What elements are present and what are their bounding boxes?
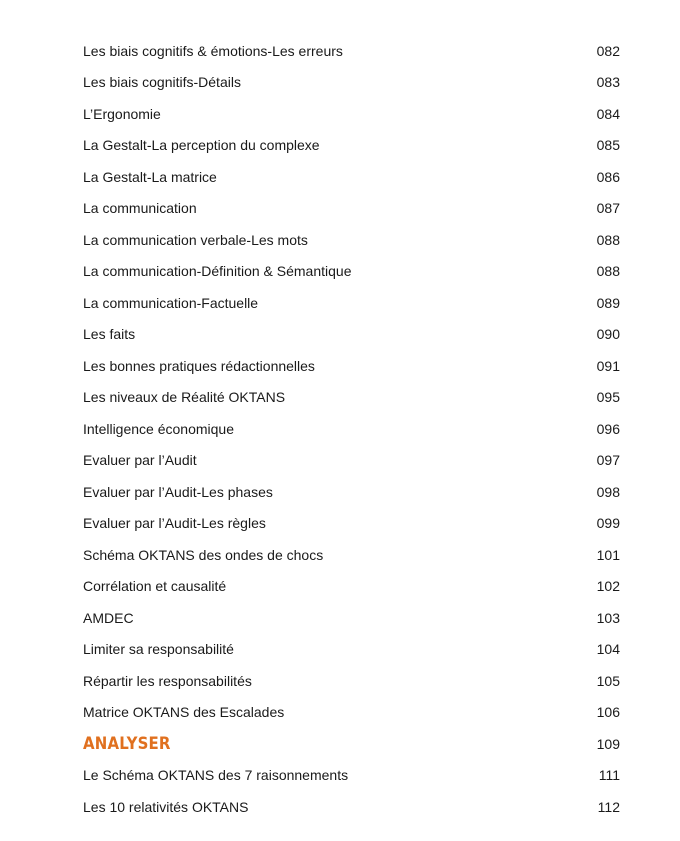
toc-entry[interactable] [83, 413, 620, 445]
toc-entry[interactable] [83, 791, 620, 823]
toc-entry[interactable] [83, 760, 620, 792]
toc-entry-title: AMDEC [83, 609, 134, 626]
toc-entry[interactable] [83, 571, 620, 603]
toc-entry[interactable] [83, 224, 620, 256]
toc-entry[interactable] [83, 445, 620, 477]
toc-entry[interactable] [83, 287, 620, 319]
toc-entry-page: 087 [596, 200, 620, 217]
toc-entry[interactable] [83, 98, 620, 130]
toc-entry-title: Les faits [83, 326, 136, 343]
table-of-contents [83, 35, 620, 823]
toc-entry-page: 097 [596, 452, 620, 469]
toc-entry-title: Les biais cognitifs-Détails [83, 74, 241, 91]
toc-entry-title: La communication-Définition & Sémantique [83, 263, 352, 280]
toc-entry-title: La communication-Factuelle [83, 294, 259, 311]
toc-entry-title: La communication [83, 200, 197, 217]
toc-entry-page: 101 [596, 546, 620, 563]
toc-entry-title: Le Schéma OKTANS des 7 raisonnements [83, 767, 349, 784]
toc-entry-title: L’Ergonomie [83, 105, 161, 122]
toc-entry-page: 084 [596, 105, 620, 122]
toc-entry-title: Evaluer par l’Audit-Les règles [83, 515, 266, 532]
toc-entry-page: 090 [596, 326, 620, 343]
toc-entry[interactable] [83, 602, 620, 634]
toc-entry[interactable] [83, 35, 620, 67]
toc-entry-page: 112 [597, 798, 620, 815]
toc-entry[interactable] [83, 665, 620, 697]
toc-entry-title: La Gestalt-La matrice [83, 168, 217, 185]
toc-entry-page: 098 [596, 483, 620, 500]
toc-entry-page: 099 [596, 515, 620, 532]
toc-entry-page: 085 [596, 137, 620, 154]
toc-entry[interactable] [83, 319, 620, 351]
toc-entry-page: 109 [596, 735, 620, 752]
toc-entry-page: 083 [596, 74, 620, 91]
toc-entry-page: 089 [596, 294, 620, 311]
toc-entry-page: 091 [596, 357, 620, 374]
toc-section-heading[interactable] [83, 728, 620, 760]
toc-entry-title: Evaluer par l’Audit-Les phases [83, 483, 273, 500]
toc-entry[interactable] [83, 130, 620, 162]
toc-entry-page: 104 [596, 641, 620, 658]
toc-entry[interactable] [83, 476, 620, 508]
toc-entry[interactable] [83, 350, 620, 382]
toc-entry-page: 095 [596, 389, 620, 406]
toc-entry[interactable] [83, 67, 620, 99]
toc-entry-title: Les niveaux de Réalité OKTANS [83, 389, 286, 406]
toc-entry[interactable] [83, 539, 620, 571]
toc-entry[interactable] [83, 508, 620, 540]
toc-entry-title: Répartir les responsabilités [83, 672, 252, 689]
toc-entry[interactable] [83, 634, 620, 666]
toc-entry-page: 105 [596, 672, 620, 689]
toc-entry-title: Matrice OKTANS des Escalades [83, 704, 285, 721]
toc-entry-title: La communication verbale-Les mots [83, 231, 308, 248]
toc-entry-title: Corrélation et causalité [83, 578, 227, 595]
toc-entry-page: 096 [596, 420, 620, 437]
toc-section-title: ANALYSER [83, 733, 171, 754]
toc-entry[interactable] [83, 256, 620, 288]
toc-entry[interactable] [83, 697, 620, 729]
toc-entry-title: Limiter sa responsabilité [83, 641, 234, 658]
toc-entry-page: 082 [596, 42, 620, 59]
toc-entry-title: Les bonnes pratiques rédactionnelles [83, 357, 315, 374]
toc-entry-title: Intelligence économique [83, 420, 234, 437]
toc-entry[interactable] [83, 161, 620, 193]
toc-entry[interactable] [83, 193, 620, 225]
toc-entry-title: La Gestalt-La perception du complexe [83, 137, 320, 154]
toc-entry-title: Les 10 relativités OKTANS [83, 798, 249, 815]
toc-entry-title: Schéma OKTANS des ondes de chocs [83, 546, 324, 563]
toc-entry-page: 106 [596, 704, 620, 721]
toc-entry-page: 088 [596, 231, 620, 248]
toc-entry-title: Evaluer par l’Audit [83, 452, 197, 469]
toc-entry-title: Les biais cognitifs & émotions-Les erreurs [83, 42, 343, 59]
toc-entry-page: 086 [596, 168, 620, 185]
toc-entry-page: 111 [598, 767, 620, 784]
toc-entry-page: 102 [596, 578, 620, 595]
toc-entry-page: 103 [596, 609, 620, 626]
toc-entry[interactable] [83, 382, 620, 414]
toc-entry-page: 088 [596, 263, 620, 280]
